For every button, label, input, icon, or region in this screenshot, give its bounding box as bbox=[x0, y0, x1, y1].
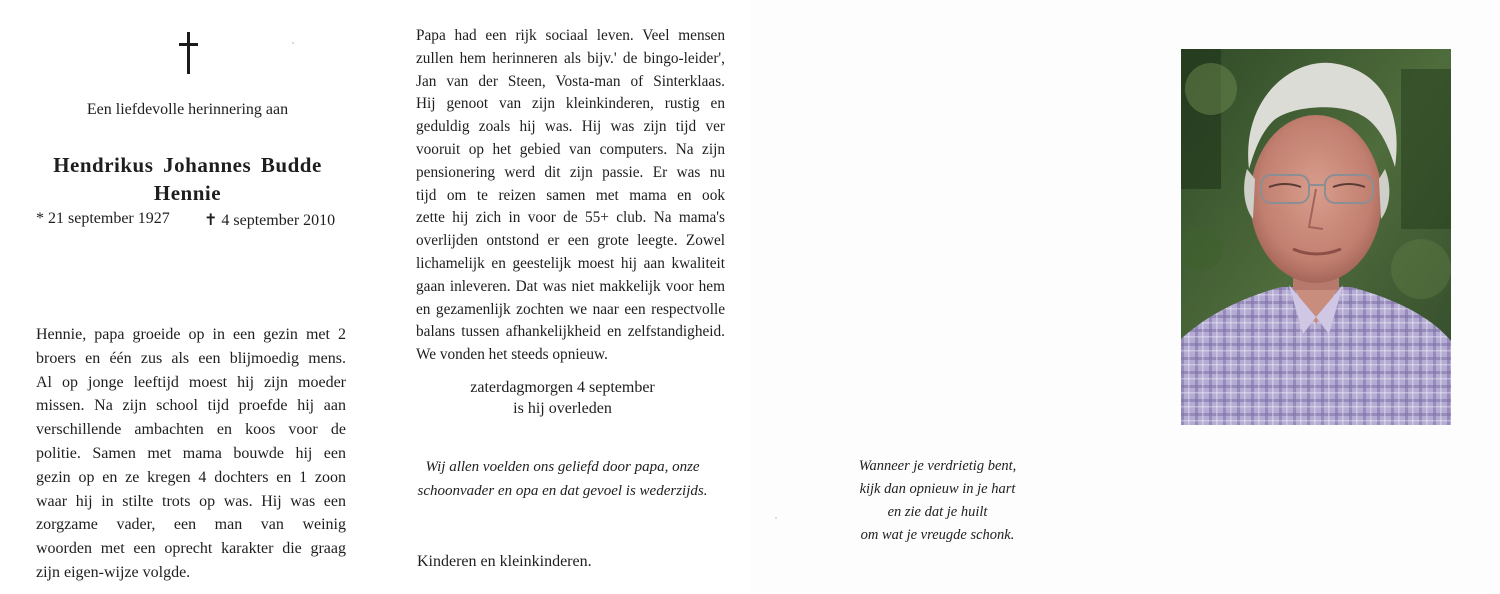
bio-line: Papa had een rijk sociaal leven. Veel mensen bbox=[416, 27, 725, 44]
cross-icon bbox=[178, 32, 198, 76]
death-date: ✝ 4 september 2010 bbox=[204, 212, 336, 229]
bio-line: gaan inleveren. Dat was niet makkelijk voor hem bbox=[416, 277, 725, 295]
bio-line: broers en één zus als een blijmoedig mens. bbox=[36, 349, 346, 367]
bio-line: pensionering werd dit zijn passie. Er was nu bbox=[416, 163, 725, 181]
death-announcement bbox=[375, 377, 750, 419]
poem-line: kijk dan opnieuw in je hart bbox=[859, 481, 1016, 497]
bio-line: zette hij zich in voor de 55+ club. Na mama's bbox=[416, 209, 725, 227]
card-panel-inside-right bbox=[750, 0, 1125, 594]
bio-line: tijd om te reizen samen met mama en ook bbox=[416, 186, 725, 204]
bio-line: zullen hem herinneren als bijv.' de bingo-leider', bbox=[416, 49, 725, 67]
bio-line: Jan van der Steen, Vosta-man of Sinterklaas. bbox=[416, 72, 725, 90]
bio-line: overlijden ontstond er een grote leegte. Zowel bbox=[416, 232, 725, 250]
bio-line: missen. Na zijn school tijd proefde hij aan bbox=[36, 397, 346, 415]
bio-line: balans tussen afhankelijkheid en zelfstandigheid. bbox=[416, 323, 725, 341]
bio-line: woorden met een oprecht karakter die graag bbox=[36, 540, 346, 558]
bio-line: en gezamenlijk zochten we naar een respectvolle bbox=[416, 300, 725, 318]
deceased-nickname: Hennie bbox=[153, 181, 222, 205]
quote-line: schoonvader en opa en dat gevoel is wederzijds. bbox=[417, 483, 708, 499]
bio-line: Hennie, papa groeide op in een gezin met 2 bbox=[36, 326, 346, 343]
paper-speck bbox=[292, 42, 294, 44]
bio-line: We vonden het steeds opnieuw. bbox=[416, 346, 608, 364]
bio-line: vooruit op het gebied van computers. Na zijn bbox=[416, 140, 725, 158]
bio-line: geduldig zoals hij was. Hij was zijn tijd ver bbox=[416, 118, 725, 136]
death-announcement-line: is hij overleden bbox=[513, 400, 612, 417]
signoff: Kinderen en kleinkinderen. bbox=[417, 553, 592, 570]
bio-line: waar hij in stilte trots op was. Hij was een bbox=[36, 492, 346, 510]
bio-line: zorgzame vader, een man van weinig bbox=[36, 516, 346, 534]
birth-date: * 21 september 1927 bbox=[36, 210, 170, 227]
card-panel-inside-left bbox=[375, 0, 750, 594]
card-panel-front-left bbox=[0, 0, 375, 594]
quote-line: Wij allen voelden ons geliefd door papa, onze bbox=[425, 459, 700, 475]
deceased-full-name: Hendrikus Johannes Budde bbox=[53, 153, 322, 177]
bio-line: Hij genoot van zijn kleinkinderen, rustig en bbox=[416, 95, 725, 113]
death-announcement-line: zaterdagmorgen 4 september bbox=[470, 379, 655, 396]
bio-line: zijn eigen-wijze volgde. bbox=[36, 563, 191, 581]
portrait-photo bbox=[1181, 49, 1451, 425]
biography-part-2 bbox=[416, 25, 725, 367]
poem-line: om wat je vreugde schonk. bbox=[860, 527, 1015, 543]
family-quote bbox=[375, 455, 750, 503]
intro-text: Een liefdevolle herinnering aan bbox=[86, 101, 289, 118]
bio-line: verschillende ambachten en koos voor de bbox=[36, 421, 346, 439]
poem bbox=[750, 455, 1125, 547]
bio-line: gezin op en ze kregen 4 dochters en 1 zoon bbox=[36, 468, 346, 486]
bio-line: politie. Samen met mama bouwde hij een bbox=[36, 444, 346, 462]
poem-line: en zie dat je huilt bbox=[887, 504, 988, 520]
bio-line: Al op jonge leeftijd moest hij zijn moeder bbox=[36, 373, 346, 391]
paper-speck bbox=[775, 517, 777, 519]
card-panel-photo bbox=[1125, 0, 1500, 594]
bio-line: lichamelijk en geestelijk moest hij aan kwaliteit bbox=[416, 254, 725, 272]
poem-line: Wanneer je verdrietig bent, bbox=[858, 458, 1017, 474]
biography-part-1 bbox=[36, 323, 346, 585]
